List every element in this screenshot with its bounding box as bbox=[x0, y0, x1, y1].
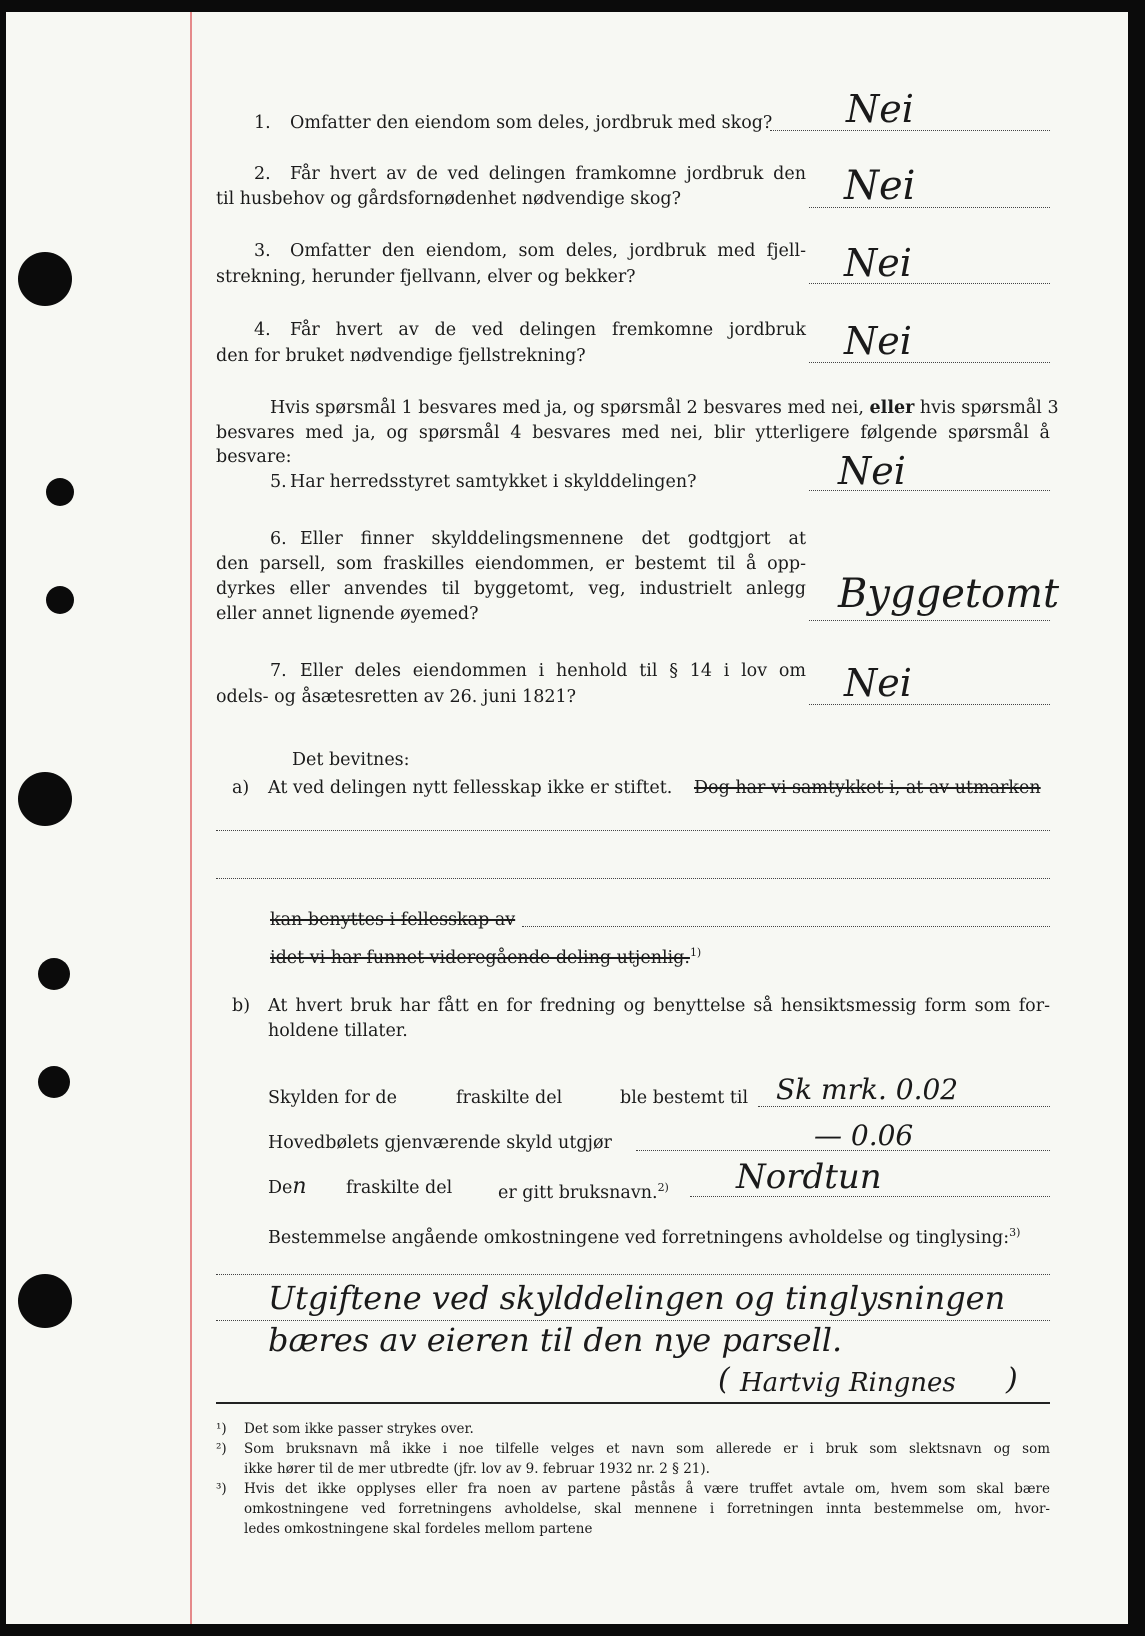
skyld-value-handwritten: Sk mrk. 0.02 bbox=[776, 1073, 959, 1106]
question-text: den parsell, som fraskilles eiendommen, er bestemt til å opp- bbox=[216, 554, 806, 574]
question-text: Får hvert av de ved delingen fremkomne jordbruk bbox=[290, 320, 806, 340]
question-number: 1. bbox=[254, 113, 271, 133]
question-number: 6. bbox=[270, 529, 287, 549]
condition-line: Hvis spørsmål 1 besvares med ja, og spørsmål 2 besvares med nei, eller hvis spørsmål 3 bbox=[270, 398, 1059, 418]
struck-text: Dog har vi samtykket i, at av utmarken bbox=[694, 778, 1041, 798]
skyld-label: fraskilte del bbox=[456, 1088, 563, 1108]
footnote-ref: 3) bbox=[1009, 1226, 1021, 1239]
question-number: 2. bbox=[254, 164, 271, 184]
struck-text: idet vi har funnet videregående deling utjenlig. bbox=[270, 947, 690, 968]
footnote-mark: ¹) bbox=[216, 1421, 227, 1437]
signature-rule bbox=[216, 1402, 1050, 1404]
handwritten-note-line: Utgiftene ved skylddelingen og tinglysningen bbox=[268, 1279, 1006, 1317]
item-b-text: holdene tillater. bbox=[268, 1021, 408, 1041]
blank-dotted-line bbox=[522, 926, 1050, 927]
struck-text: kan benyttes i fellesskap av bbox=[270, 910, 516, 930]
red-margin-line bbox=[190, 12, 192, 1624]
punch-hole bbox=[38, 1066, 70, 1098]
question-text: Omfatter den eiendom som deles, jordbruk med skog? bbox=[290, 113, 773, 133]
question-number: 5. bbox=[270, 472, 287, 492]
question-text: dyrkes eller anvendes til byggetomt, veg, industrielt anlegg bbox=[216, 579, 806, 599]
footnote-mark: ²) bbox=[216, 1441, 227, 1457]
condition-line: besvares med ja, og spørsmål 4 besvares med nei, blir ytterligere følgende spørsmål å besvare: bbox=[216, 423, 1050, 467]
answer-dotted-line bbox=[809, 620, 1050, 621]
answer-handwritten: Nei bbox=[844, 661, 912, 705]
answer-handwritten: Nei bbox=[844, 163, 916, 209]
question-number: 4. bbox=[254, 320, 271, 340]
skyld-value-handwritten: — 0.06 bbox=[814, 1119, 914, 1152]
punch-hole bbox=[18, 1274, 72, 1328]
skyld-label: Hovedbølets gjenværende skyld utgjør bbox=[268, 1133, 612, 1153]
footnote-text: Som bruksnavn må ikke i noe tilfelle velges et navn som allerede er i bruk som slektsnavn og som bbox=[244, 1441, 1050, 1457]
question-text: Får hvert av de ved delingen framkomne jordbruk den bbox=[290, 164, 806, 184]
skyld-label: fraskilte del bbox=[346, 1178, 453, 1198]
skyld-label: ble bestemt til bbox=[620, 1088, 749, 1108]
skyld-label: Skylden for de bbox=[268, 1088, 397, 1108]
bruksnavn-handwritten: Nordtun bbox=[736, 1157, 882, 1197]
question-text: Har herredsstyret samtykket i skylddelingen? bbox=[290, 472, 697, 492]
punch-hole bbox=[18, 772, 72, 826]
item-label-b: b) bbox=[232, 996, 251, 1016]
footnote-text: Hvis det ikke opplyses eller fra noen av partene påstås å være truffet avtale om, hvem som skal bære bbox=[244, 1481, 1050, 1497]
skyld-label: Den bbox=[268, 1174, 307, 1199]
question-text: eller annet lignende øyemed? bbox=[216, 604, 479, 624]
answer-handwritten: Nei bbox=[838, 449, 906, 493]
question-text: strekning, herunder fjellvann, elver og bekker? bbox=[216, 267, 636, 287]
footnote-ref: 1) bbox=[689, 946, 702, 959]
blank-dotted-line bbox=[216, 878, 1050, 879]
item-label-a: a) bbox=[232, 778, 250, 798]
footnote-text: Det som ikke passer strykes over. bbox=[244, 1421, 474, 1437]
signature-bracket-left: ( bbox=[718, 1362, 730, 1397]
signature: Hartvig Ringnes bbox=[740, 1368, 956, 1398]
question-text: Eller finner skylddelingsmennene det godtgjort at bbox=[300, 529, 806, 549]
footnote-text: omkostningene ved forretningens avholdelse, skal mennene i forretningen innta bestemmelse om, hvor- bbox=[244, 1501, 1050, 1517]
answer-handwritten: Byggetomt bbox=[838, 571, 1060, 617]
handwritten-note-line: bæres av eieren til den nye parsell. bbox=[268, 1321, 843, 1359]
skyld-label: er gitt bruksnavn.$^{2)}$ bbox=[498, 1181, 669, 1203]
punch-hole bbox=[46, 586, 74, 614]
blank-dotted-line bbox=[216, 830, 1050, 831]
answer-handwritten: Nei bbox=[844, 319, 912, 363]
answer-dotted-line bbox=[758, 1106, 1050, 1107]
question-text: til husbehov og gårdsfornødenhet nødvendige skog? bbox=[216, 189, 681, 209]
item-b-text: At hvert bruk har fått en for fredning og benyttelse så hensiktsmessig form som for- bbox=[268, 996, 1050, 1016]
question-text: Omfatter den eiendom, som deles, jordbruk med fjell- bbox=[290, 241, 806, 261]
punch-hole bbox=[18, 252, 72, 306]
handwritten-letter: n bbox=[292, 1174, 307, 1199]
footnote-text: ledes omkostningene skal fordeles mellom partene bbox=[244, 1521, 593, 1537]
footnote-ref: 2) bbox=[657, 1181, 669, 1194]
punch-hole bbox=[38, 958, 70, 990]
signature-bracket-right: ) bbox=[1006, 1362, 1018, 1397]
question-number: 7. bbox=[270, 661, 287, 681]
skyld-label: Bestemmelse angående omkostningene ved forretningens avholdelse og tinglysing:$^{3)}$ bbox=[268, 1226, 1021, 1248]
footnote-text: ikke hører til de mer utbredte (jfr. lov av 9. februar 1932 nr. 2 § 21). bbox=[244, 1461, 710, 1477]
question-text: den for bruket nødvendige fjellstrekning? bbox=[216, 346, 586, 366]
attestation-heading: Det bevitnes: bbox=[292, 750, 410, 770]
struck-line bbox=[270, 941, 701, 970]
punch-hole bbox=[46, 478, 74, 506]
question-number: 3. bbox=[254, 241, 271, 261]
item-a-text: At ved delingen nytt fellesskap ikke er stiftet. bbox=[268, 778, 673, 798]
footnote-mark: ³) bbox=[216, 1481, 227, 1497]
answer-handwritten: Nei bbox=[844, 241, 912, 285]
blank-dotted-line bbox=[216, 1274, 1050, 1275]
question-text: Eller deles eiendommen i henhold til § 14 i lov om bbox=[300, 661, 806, 681]
condition-bold-word: eller bbox=[869, 398, 915, 418]
answer-handwritten: Nei bbox=[846, 87, 914, 131]
question-text: odels- og åsætesretten av 26. juni 1821? bbox=[216, 687, 576, 707]
document-page bbox=[6, 12, 1128, 1624]
